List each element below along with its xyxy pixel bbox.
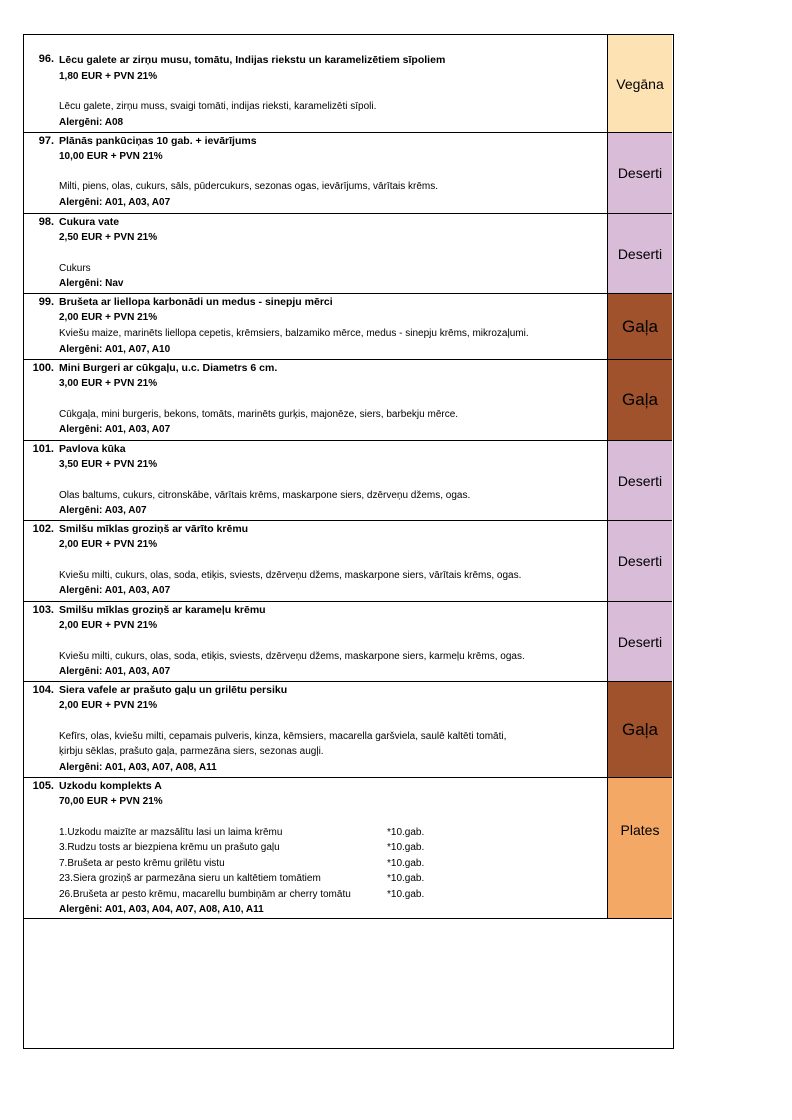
category-cell-deserti — [607, 521, 672, 601]
set-line-name: 1.Uzkodu maizīte ar mazsālītu lasi un laima krēmu — [59, 827, 283, 838]
item-details — [24, 360, 607, 440]
item-allergens: Alergēni: A01, A03, A07 — [59, 585, 171, 596]
category-cell-deserti — [607, 133, 672, 213]
item-details — [24, 35, 607, 132]
menu-row-105 — [24, 778, 672, 919]
category-cell-vegana — [607, 35, 672, 132]
item-title: Pavlova kūka — [59, 443, 126, 455]
category-label: Gaļa — [622, 390, 658, 409]
item-description: Cūkgaļa, mini burgeris, bekons, tomāts, marinēts gurķis, majonēze, siers, barbekju mērce. — [59, 409, 459, 420]
category-label: Deserti — [617, 472, 663, 489]
category-cell-plates — [607, 778, 672, 918]
item-details — [24, 521, 607, 601]
menu-row-104 — [24, 682, 672, 778]
item-number: 96. — [38, 53, 54, 65]
item-price: 70,00 EUR + PVN 21% — [59, 796, 163, 807]
set-line-qty: *10.gab. — [387, 827, 425, 838]
item-number: 97. — [38, 135, 54, 147]
item-price: 2,50 EUR + PVN 21% — [59, 232, 158, 243]
category-cell-deserti — [607, 602, 672, 681]
item-details — [24, 682, 607, 777]
set-line-qty: *10.gab. — [387, 889, 425, 900]
item-number: 101. — [32, 443, 54, 455]
item-description: Kviešu milti, cukurs, olas, soda, etiķis, sviests, dzērveņu džems, maskarpone siers, vārītais krēms, ogas. — [59, 570, 522, 581]
item-price: 2,00 EUR + PVN 21% — [59, 620, 158, 631]
item-allergens: Alergēni: Nav — [59, 278, 124, 289]
item-allergens: Alergēni: A01, A03, A07, A08, A11 — [59, 762, 217, 773]
set-line-name: 23.Siera groziņš ar parmezāna sieru un kaltētiem tomātiem — [59, 873, 321, 884]
item-number: 98. — [38, 216, 54, 228]
item-price: 1,80 EUR + PVN 21% — [59, 71, 158, 82]
category-label: Vegāna — [616, 75, 664, 92]
item-number: 99. — [38, 296, 54, 308]
item-title: Lēcu galete ar zirņu musu, tomātu, Indijas riekstu un karamelizētiem sīpoliem — [59, 54, 446, 66]
item-number: 104. — [32, 684, 54, 696]
item-title: Mini Burgeri ar cūkgaļu, u.c. Diametrs 6 cm. — [59, 362, 278, 374]
menu-table — [23, 34, 674, 1049]
item-description: Milti, piens, olas, cukurs, sāls, pūdercukurs, sezonas ogas, ievārījums, vārītais krēms. — [59, 181, 439, 192]
item-details — [24, 778, 607, 918]
menu-row-101 — [24, 441, 672, 521]
category-cell-deserti — [607, 441, 672, 520]
category-cell-gala — [607, 360, 672, 440]
item-title: Smilšu mīklas groziņš ar karameļu krēmu — [59, 604, 266, 616]
item-title: Uzkodu komplekts A — [59, 780, 162, 792]
item-details — [24, 441, 607, 520]
menu-row-98 — [24, 214, 672, 294]
item-description: Lēcu galete, zirņu muss, svaigi tomāti, indijas rieksti, karamelizēti sīpoli. — [59, 101, 377, 112]
category-label: Gaļa — [622, 316, 658, 336]
item-title: Smilšu mīklas groziņš ar vārīto krēmu — [59, 523, 249, 535]
item-allergens: Alergēni: A01, A03, A07 — [59, 197, 171, 208]
menu-row-97 — [24, 133, 672, 214]
item-title: Plānās pankūciņas 10 gab. + ievārījums — [59, 135, 257, 147]
item-number: 102. — [32, 523, 54, 535]
item-allergens: Alergēni: A03, A07 — [59, 505, 147, 516]
item-allergens: Alergēni: A01, A07, A10 — [59, 344, 171, 355]
item-description: Cukurs — [59, 263, 91, 274]
item-allergens: Alergēni: A01, A03, A04, A07, A08, A10, A11 — [59, 904, 264, 915]
item-description: Kviešu maize, marinēts liellopa cepetis, krēmsiers, balzamiko mērce, medus - sinepju krēms, mikrozaļumi. — [59, 328, 529, 339]
menu-row-103 — [24, 602, 672, 682]
item-number: 100. — [32, 362, 54, 374]
menu-row-102 — [24, 521, 672, 602]
category-label: Deserti — [617, 553, 663, 569]
set-line-qty: *10.gab. — [387, 842, 425, 853]
item-price: 2,00 EUR + PVN 21% — [59, 539, 158, 550]
set-line-name: 26.Brušeta ar pesto krēmu, macarellu bumbiņām ar cherry tomātu — [59, 889, 351, 900]
category-label: Plates — [620, 822, 660, 838]
item-description: Kviešu milti, cukurs, olas, soda, etiķis, sviests, dzērveņu džems, maskarpone siers, karmeļu krēms, ogas. — [59, 651, 525, 662]
item-price: 3,50 EUR + PVN 21% — [59, 459, 158, 470]
item-allergens: Alergēni: A01, A03, A07 — [59, 424, 171, 435]
item-title: Brušeta ar liellopa karbonādi un medus - sinepju mērci — [59, 296, 333, 308]
item-details — [24, 214, 607, 293]
item-price: 3,00 EUR + PVN 21% — [59, 378, 158, 389]
item-description-line-2: ķirbju sēklas, prašuto gaļa, parmezāna siers, sezonas augļi. — [59, 746, 324, 757]
item-description: Olas baltums, cukurs, citronskābe, vārītais krēms, maskarpone siers, dzērveņu džems, ogas. — [59, 490, 471, 501]
menu-row-96 — [24, 35, 672, 133]
set-line-qty: *10.gab. — [387, 873, 425, 884]
menu-row-100 — [24, 360, 672, 441]
item-price: 2,00 EUR + PVN 21% — [59, 312, 158, 323]
category-cell-deserti — [607, 214, 672, 293]
category-label: Deserti — [617, 245, 663, 262]
menu-row-99 — [24, 294, 672, 360]
item-details — [24, 294, 607, 359]
item-details — [24, 133, 607, 213]
set-line-name: 7.Brušeta ar pesto krēmu grilētu vistu — [59, 858, 225, 869]
item-description: Kefīrs, olas, kviešu milti, cepamais pulveris, kinza, kēmsiers, macarella garšviela, saulē kaltēti tomāti, — [59, 731, 507, 742]
category-cell-gala — [607, 294, 672, 359]
category-label: Deserti — [617, 633, 663, 650]
item-number: 105. — [32, 780, 54, 792]
item-allergens: Alergēni: A08 — [59, 117, 124, 128]
item-price: 10,00 EUR + PVN 21% — [59, 151, 163, 162]
set-line-name: 3.Rudzu tosts ar biezpiena krēmu un prašuto gaļu — [59, 842, 280, 853]
category-label: Gaļa — [622, 719, 658, 739]
category-label: Deserti — [617, 165, 663, 181]
category-cell-gala — [607, 682, 672, 777]
item-details — [24, 602, 607, 681]
item-allergens: Alergēni: A01, A03, A07 — [59, 666, 171, 677]
set-line-qty: *10.gab. — [387, 858, 425, 869]
empty-table-area — [24, 919, 672, 1047]
item-title: Siera vafele ar prašuto gaļu un grilētu persiku — [59, 684, 288, 696]
item-title: Cukura vate — [59, 216, 120, 228]
item-number: 103. — [32, 604, 54, 616]
item-price: 2,00 EUR + PVN 21% — [59, 700, 158, 711]
